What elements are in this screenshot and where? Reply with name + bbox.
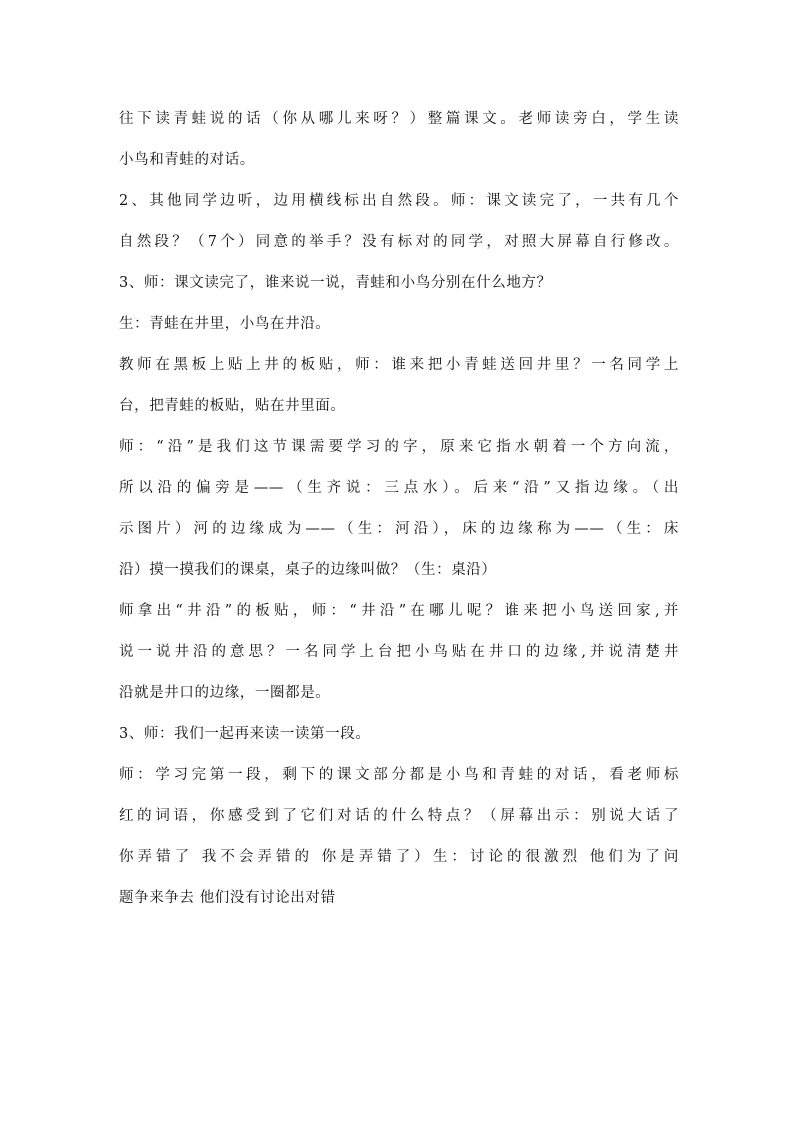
paragraph-line: 所以沿的偏旁是——（生齐说：三点水）。后来“沿”又指边缘。（出 <box>119 480 679 496</box>
paragraph-line: 示图片）河的边缘成为——（生：河沿），床的边缘称为——（生：床 <box>119 521 679 537</box>
document-body <box>119 104 679 924</box>
paragraph-line: 沿）摸一摸我们的课桌，桌子的边缘叫做？（生：桌沿） <box>119 562 497 578</box>
paragraph-line: 2、其他同学边听，边用横线标出自然段。师：课文读完了，一共有几个 <box>119 193 679 209</box>
paragraph-line: 3、师：课文读完了，谁来说一说，青蛙和小鸟分别在什么地方？ <box>119 275 552 291</box>
paragraph-line: 师：“沿”是我们这节课需要学习的字，原来它指水朝着一个方向流， <box>119 439 679 455</box>
paragraph-line: 师：学习完第一段，剩下的课文部分都是小鸟和青蛙的对话，看老师标 <box>119 767 679 783</box>
paragraph-line: 小鸟和青蛙的对话。 <box>119 152 255 168</box>
paragraph-line: 师拿出“井沿”的板贴，师：“井沿”在哪儿呢？谁来把小鸟送回家,并 <box>119 603 679 619</box>
paragraph-line: 你弄错了 我不会弄错的 你是弄错了）生：讨论的很激烈 他们为了问 <box>119 849 679 865</box>
paragraph-line: 3、师：我们一起再来读一读第一段。 <box>119 726 371 742</box>
paragraph-line: 沿就是井口的边缘，一圈都是。 <box>119 685 331 701</box>
paragraph-line: 题争来争去 他们没有讨论出对错 <box>119 890 336 906</box>
paragraph-line: 往下读青蛙说的话（你从哪儿来呀？）整篇课文。老师读旁白，学生读 <box>119 111 679 127</box>
paragraph-line: 自然段？（7个）同意的举手？没有标对的同学，对照大屏幕自行修改。 <box>119 234 679 250</box>
paragraph-line: 教师在黑板上贴上井的板贴，师：谁来把小青蛙送回井里？一名同学上 <box>119 357 679 373</box>
paragraph-line: 红的词语，你感受到了它们对话的什么特点？（屏幕出示：别说大话了 <box>119 808 679 824</box>
paragraph-line: 台，把青蛙的板贴，贴在井里面。 <box>119 398 346 414</box>
paragraph-line: 说一说井沿的意思？一名同学上台把小鸟贴在井口的边缘,并说清楚井 <box>119 644 679 660</box>
paragraph-line: 生：青蛙在井里，小鸟在井沿。 <box>119 316 331 332</box>
